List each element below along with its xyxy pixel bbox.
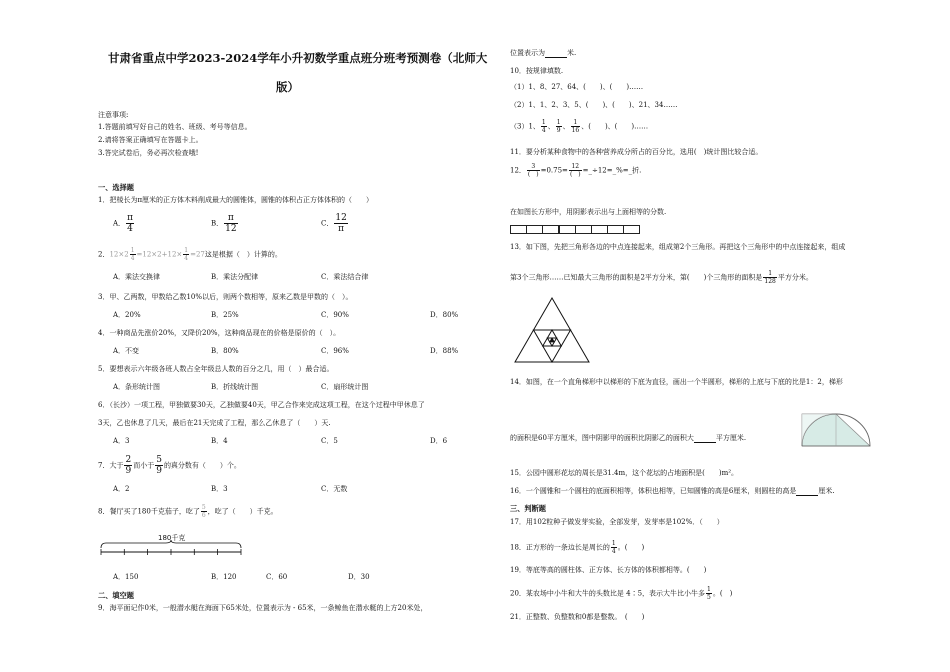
question-9-line1: 9．海平面记作0米，一般潜水艇在海面下65米处，位置表示为 - 65米，一条鲸鱼在潜水艇的上方20米处， bbox=[98, 604, 428, 612]
fraction: $\frac{3}{( )}$ bbox=[527, 163, 539, 178]
question-14-line1: 14．如图，在一个直角梯形中以梯形的下底为直径，画出一个半圆形，梯形的上底与下底的比是1：2，梯形 bbox=[510, 378, 843, 386]
answer-blank[interactable] bbox=[796, 488, 818, 496]
fraction: $\frac{5}{9}$ bbox=[156, 455, 162, 476]
section-heading-fill: 二、填空题 bbox=[98, 591, 134, 600]
q5-option-a[interactable]: A．条形统计图 bbox=[113, 383, 161, 391]
question-9-line2: 位置表示为 米. bbox=[510, 49, 577, 57]
question-10-2: （2）1、1、2、3、5、( )、( )、21、34…… bbox=[510, 101, 678, 109]
question-6-line1: 6．（长沙）一项工程，甲独做要30天，乙独做要40天，甲乙合作来完成这项工程，在这个过程中甲休息了 bbox=[98, 401, 425, 409]
q1-option-c[interactable]: C． $\frac{12}{\pi}$ bbox=[321, 213, 347, 234]
question-5: 5．要想表示六年级各班人数占全年级总人数的百分之几，用（ ）最合适。 bbox=[98, 365, 334, 373]
section-heading-judge: 三、判断题 bbox=[510, 504, 546, 513]
q4-option-d[interactable]: D．88% bbox=[430, 347, 459, 355]
question-13-line1: 13．如下图，先把三角形各边的中点连接起来，组成第2个三角形。再把这个三角形中的中点连接起来，组成 bbox=[510, 243, 846, 251]
q4-option-a[interactable]: A．不变 bbox=[113, 347, 140, 355]
question-17: 17．用102粒种子做发芽实验，全部发芽，发芽率是102%．（ ） bbox=[510, 518, 724, 526]
q8-option-b[interactable]: B．120 bbox=[211, 573, 237, 581]
q2-option-b[interactable]: B．乘法分配律 bbox=[211, 273, 259, 281]
rect-cell[interactable] bbox=[575, 225, 592, 234]
rect-cell[interactable] bbox=[510, 225, 527, 234]
question-3: 3．甲、乙两数，甲数给乙数10%以后，则两个数相等，原来乙数是甲数的（ ）。 bbox=[98, 293, 353, 301]
notice-item: 3.答完试卷后，务必再次检查哦! bbox=[98, 149, 199, 157]
question-20: 20．某农场中小牛和大牛的头数比是 4∶5，表示大牛比小牛多 $\frac{1}{5}$ 。( ) bbox=[510, 586, 733, 601]
q2-option-a[interactable]: A．乘法交换律 bbox=[113, 273, 161, 281]
fraction: $\frac{5}{6}$ bbox=[201, 504, 206, 519]
rect-cell[interactable] bbox=[542, 225, 559, 234]
question-11: 11．要分析某种食物中的各种营养成分所占的百分比，选用( )统计图比较合适。 bbox=[510, 148, 763, 156]
question-21: 21．正整数、负整数和0都是整数。 ( ) bbox=[510, 613, 645, 621]
q7-option-a[interactable]: A．2 bbox=[113, 485, 130, 493]
q6-option-c[interactable]: C．5 bbox=[321, 437, 338, 445]
notice-item: 2.请将答案正确填写在答题卡上。 bbox=[98, 136, 203, 144]
fraction: $\frac{1}{4}$ bbox=[611, 540, 616, 555]
question-16: 16．一个圆锥和一个圆柱的底面积相等，体积也相等，已知圆锥的高是6厘米，则圆柱的高是 厘米. bbox=[510, 487, 835, 495]
q8-option-d[interactable]: D．30 bbox=[348, 573, 370, 581]
q8-option-c[interactable]: C．60 bbox=[266, 573, 288, 581]
fraction: $\frac{1}{4}$ bbox=[541, 119, 546, 134]
question-6-line2: 3天，乙也休息了几天，最后在21天完成了工程，那么乙休息了（ ）天. bbox=[98, 419, 331, 427]
question-10: 10．按规律填数. bbox=[510, 67, 564, 75]
q1-option-b[interactable]: B． $\frac{\pi}{12}$ bbox=[211, 213, 237, 234]
question-12-figure-prompt: 在如图长方形中，用阴影表示出与上面相等的分数. bbox=[510, 208, 667, 216]
q2-option-c[interactable]: C．乘法结合律 bbox=[321, 273, 369, 281]
fraction: $\frac{1}{16}$ bbox=[571, 119, 580, 134]
right-column bbox=[510, 0, 912, 672]
question-14-line2: 的面积是60平方厘米，图中阴影甲的面积比阴影乙的面积大 平方厘米. bbox=[510, 434, 747, 442]
shading-rectangle[interactable] bbox=[510, 225, 640, 234]
section-heading-choice: 一、选择题 bbox=[98, 183, 134, 192]
q8-option-a[interactable]: A．150 bbox=[113, 573, 139, 581]
q3-option-c[interactable]: C．90% bbox=[321, 311, 349, 319]
q4-option-c[interactable]: C．96% bbox=[321, 347, 349, 355]
fraction: $\frac{1}{4}$ bbox=[184, 247, 189, 262]
fraction: $\frac{1}{4}$ bbox=[130, 247, 135, 262]
fraction: $\frac{1}{128}$ bbox=[764, 270, 776, 285]
q1-option-a[interactable]: A． $\frac{\pi}{4}$ bbox=[113, 213, 133, 234]
question-8: 8．餐厅买了180千克茄子，吃了 $\frac{5}{6}$ ，吃了（ ）千克。 bbox=[98, 504, 278, 519]
question-2: 2．12×2 $\frac{1}{4}$ =12×2+12× $\frac{1}{4}$ =27这是根据（ ）计算的。 bbox=[98, 247, 282, 262]
rect-cell[interactable] bbox=[559, 225, 576, 234]
trapezoid-semicircle-figure bbox=[800, 412, 872, 448]
rect-cell[interactable] bbox=[591, 225, 608, 234]
question-18: 18．正方形的一条边长是周长的 $\frac{1}{4}$ 。( ) bbox=[510, 540, 645, 555]
q4-option-b[interactable]: B．80% bbox=[211, 347, 239, 355]
fraction: $\frac{12}{\pi}$ bbox=[335, 213, 347, 234]
notice-item: 1.答题前填写好自己的姓名、班级、考号等信息。 bbox=[98, 123, 252, 131]
bar-label: 180千克 bbox=[158, 534, 186, 542]
question-1: 1．把棱长为π厘米的正方体木料削成最大的圆锥体，圆锥的体积占正方体体积的（ ） bbox=[98, 196, 374, 204]
notice-heading: 注意事项: bbox=[98, 111, 129, 119]
fraction: $\frac{1}{5}$ bbox=[707, 586, 711, 601]
question-15: 15．公园中圆形花坛的周长是31.4m，这个花坛的占地面积是( )m²。 bbox=[510, 469, 739, 477]
fraction: $\frac{2}{9}$ bbox=[125, 455, 132, 476]
page-title: 甘肃省重点中学2023-2024学年小升初数学重点班分班考预测卷（北师大 bbox=[108, 51, 488, 65]
nested-triangles-figure bbox=[514, 297, 590, 363]
q6-option-a[interactable]: A．3 bbox=[113, 437, 130, 445]
fraction: $\frac{\pi}{12}$ bbox=[225, 213, 237, 234]
fraction: $\frac{12}{( )}$ bbox=[569, 163, 581, 178]
question-19: 19．等底等高的圆柱体、正方体、长方体的体积都相等。( ) bbox=[510, 566, 707, 574]
q3-option-a[interactable]: A．20% bbox=[113, 311, 141, 319]
rect-cell[interactable] bbox=[623, 225, 640, 234]
left-column bbox=[98, 0, 490, 672]
answer-blank[interactable] bbox=[545, 50, 567, 58]
q6-option-b[interactable]: B．4 bbox=[211, 437, 228, 445]
q3-option-d[interactable]: D．80% bbox=[430, 311, 459, 319]
page-title-line2: 版） bbox=[276, 80, 299, 94]
q7-option-c[interactable]: C．无数 bbox=[321, 485, 348, 493]
q6-option-d[interactable]: D．6 bbox=[430, 437, 448, 445]
q7-option-b[interactable]: B．3 bbox=[211, 485, 228, 493]
fraction: $\frac{\pi}{4}$ bbox=[127, 213, 133, 234]
question-13-line2: 第3个三角形……已知最大三角形的面积是2平方分米，第( )个三角形的面积是 $\frac{1}{128}$ 平方分米。 bbox=[510, 270, 813, 285]
question-4: 4．一种商品先涨价20%，又降价20%，这种商品现在的价格是原价的（ ）。 bbox=[98, 329, 341, 337]
rect-cell[interactable] bbox=[607, 225, 624, 234]
question-10-1: （1）1、8、27、64、( )、( )…… bbox=[510, 83, 644, 91]
question-7: 7．大于 $\frac{2}{9}$ 而小于 $\frac{5}{9}$ 的真分数有（ ）个。 bbox=[98, 455, 241, 476]
segment-bar-diagram bbox=[100, 540, 242, 558]
question-12: 12． $\frac{3}{( )}$ =0.75= $\frac{12}{( )}$ =_÷12=_%=_折. bbox=[510, 163, 642, 178]
question-10-3: （3）1、 $\frac{1}{4}$ 、 $\frac{1}{9}$ 、 $\frac{1}{16}$ 、( )、( )…… bbox=[510, 119, 649, 134]
q5-option-b[interactable]: B．折线统计图 bbox=[211, 383, 259, 391]
q5-option-c[interactable]: C．扇形统计图 bbox=[321, 383, 369, 391]
fraction: $\frac{1}{9}$ bbox=[556, 119, 561, 134]
q3-option-b[interactable]: B．25% bbox=[211, 311, 239, 319]
rect-cell[interactable] bbox=[526, 225, 543, 234]
answer-blank[interactable] bbox=[694, 435, 716, 443]
